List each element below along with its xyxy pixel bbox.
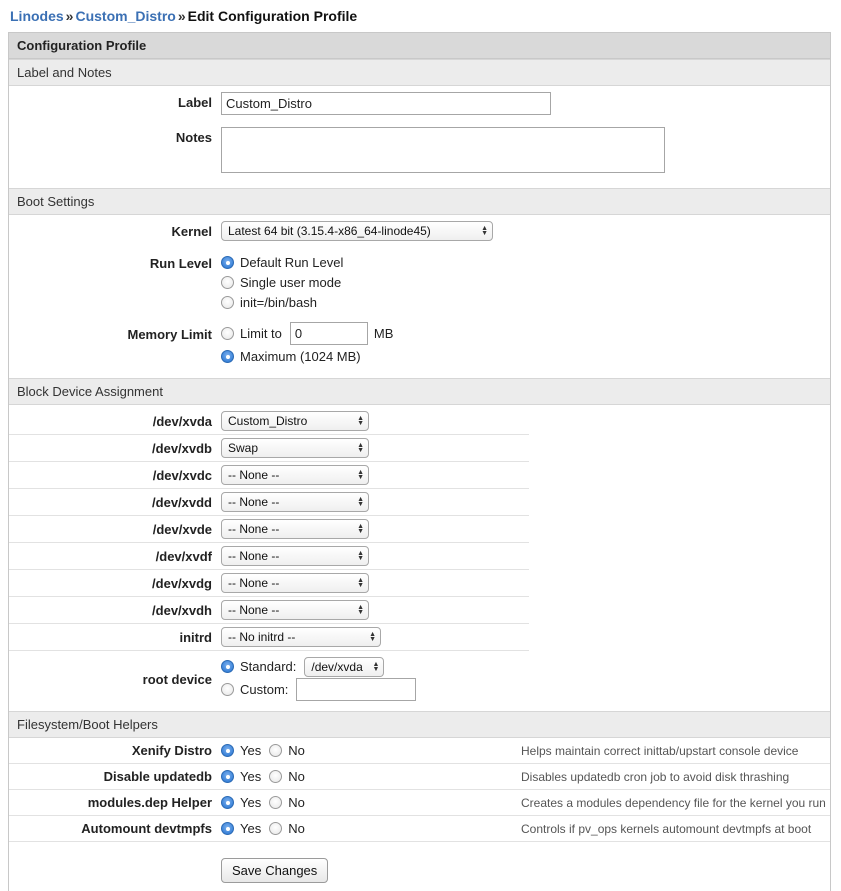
kernel-field-label: Kernel [171, 224, 212, 239]
notes-field-label: Notes [175, 130, 212, 145]
device-label-xvdb: /dev/xvdb [152, 440, 212, 456]
section-block-device-assignment: Block Device Assignment [9, 378, 830, 405]
radio-icon[interactable] [221, 296, 234, 309]
device-select-xvde[interactable] [221, 519, 369, 539]
table-row [9, 462, 529, 489]
radio-icon[interactable] [221, 276, 234, 289]
chevron-updown-icon: ▲ ▼ [372, 660, 380, 673]
device-select-xvda-value: Custom_Distro [228, 414, 308, 428]
helper-yes-label-modules-dep-helper: Yes [240, 795, 262, 810]
device-label-xvde: /dev/xvde [152, 521, 212, 537]
section-filesystem-boot-helpers: Filesystem/Boot Helpers [9, 711, 830, 738]
device-select-xvdf-value: -- None -- [228, 549, 280, 563]
radio-icon[interactable] [221, 660, 234, 673]
radio-icon[interactable] [221, 822, 234, 835]
table-row [9, 489, 529, 516]
helpers-list [9, 738, 830, 842]
chevron-updown-icon: ▲ ▼ [357, 550, 364, 562]
breadcrumb-separator-2: » [177, 8, 186, 24]
root-device-standard-select[interactable] [304, 657, 384, 677]
helper-label-modules-dep-helper: modules.dep Helper [87, 795, 212, 810]
breadcrumb-link-linodes[interactable]: Linodes [10, 8, 64, 24]
device-label-xvdf: /dev/xvdf [155, 548, 212, 564]
table-row [9, 570, 529, 597]
section-label-and-notes: Label and Notes [9, 59, 830, 86]
device-select-xvdd-value: -- None -- [228, 495, 280, 509]
helper-no-label-modules-dep-helper: No [288, 795, 305, 810]
chevron-updown-icon: ▲ ▼ [357, 523, 364, 535]
run-level-option-single-user-label: Single user mode [240, 275, 342, 290]
radio-icon[interactable] [221, 350, 234, 363]
chevron-updown-icon: ▲ ▼ [357, 604, 364, 616]
device-label-xvda: /dev/xvda [152, 413, 212, 429]
row-run-level [9, 247, 830, 318]
helper-description-disable-updatedb: Disables updatedb cron job to avoid disk thrashing [521, 769, 790, 784]
helper-yes-label-disable-updatedb: Yes [240, 769, 262, 784]
device-select-xvdb-value: Swap [228, 441, 259, 455]
radio-icon[interactable] [221, 770, 234, 783]
panel-title: Configuration Profile [9, 33, 830, 59]
helper-row-modules-dep-helper [9, 790, 830, 816]
run-level-option-single-user[interactable] [221, 273, 830, 292]
save-button-wrap [9, 842, 830, 891]
device-select-xvdh[interactable] [221, 600, 369, 620]
breadcrumb [0, 0, 841, 30]
radio-icon[interactable] [269, 796, 282, 809]
root-device-custom-label: Custom: [240, 682, 289, 697]
radio-icon[interactable] [221, 796, 234, 809]
helper-label-automount-devtmpfs: Automount devtmpfs [81, 821, 212, 836]
root-device-standard-label: Standard: [240, 659, 297, 674]
radio-icon[interactable] [221, 256, 234, 269]
helper-description-xenify-distro: Helps maintain correct inittab/upstart console device [521, 743, 799, 758]
initrd-select[interactable] [221, 627, 381, 647]
memory-limit-limit-to-label: Limit to [240, 326, 282, 341]
kernel-select-value: Latest 64 bit (3.15.4-x86_64-linode45) [228, 224, 431, 238]
label-field-label: Label [178, 95, 212, 110]
table-row [9, 435, 529, 462]
helper-yes-label-xenify-distro: Yes [240, 743, 262, 758]
device-select-xvdg-value: -- None -- [228, 576, 280, 590]
row-notes [9, 121, 830, 182]
device-label-xvdd: /dev/xvdd [152, 494, 212, 510]
radio-icon[interactable] [269, 744, 282, 757]
device-select-xvdh-value: -- None -- [228, 603, 280, 617]
memory-limit-unit: MB [373, 326, 394, 341]
run-level-option-init-bash-label: init=/bin/bash [240, 295, 317, 310]
device-select-xvdd[interactable] [221, 492, 369, 512]
initrd-select-value: -- No initrd -- [228, 630, 296, 644]
save-changes-button[interactable]: Save Changes [221, 858, 328, 883]
root-device-standard-value: /dev/xvda [311, 659, 363, 674]
device-select-xvdg[interactable] [221, 573, 369, 593]
helper-label-xenify-distro: Xenify Distro [131, 743, 212, 758]
section-boot-settings: Boot Settings [9, 188, 830, 215]
notes-textarea[interactable] [221, 127, 665, 173]
memory-limit-option-maximum[interactable] [221, 347, 830, 366]
helper-row-disable-updatedb [9, 764, 830, 790]
block-device-list [9, 405, 830, 651]
helper-no-label-disable-updatedb: No [288, 769, 305, 784]
device-select-xvdf[interactable] [221, 546, 369, 566]
device-select-xvdb[interactable] [221, 438, 369, 458]
device-label-xvdc: /dev/xvdc [152, 467, 212, 483]
table-row [9, 408, 529, 435]
helper-row-xenify-distro [9, 738, 830, 764]
helper-no-label-automount-devtmpfs: No [288, 821, 305, 836]
run-level-option-init-bash[interactable] [221, 293, 830, 312]
run-level-option-default-label: Default Run Level [240, 255, 344, 270]
table-row [9, 516, 529, 543]
helper-description-modules-dep-helper: Creates a modules dependency file for the kernel you run [521, 795, 826, 810]
device-select-xvda[interactable] [221, 411, 369, 431]
run-level-field-label: Run Level [149, 256, 212, 271]
helper-yes-label-automount-devtmpfs: Yes [240, 821, 262, 836]
table-row [9, 543, 529, 570]
radio-icon[interactable] [221, 683, 234, 696]
chevron-updown-icon: ▲ ▼ [357, 415, 364, 427]
kernel-select[interactable] [221, 221, 493, 241]
helper-no-label-xenify-distro: No [288, 743, 305, 758]
label-input[interactable] [221, 92, 551, 115]
device-select-xvde-value: -- None -- [228, 522, 280, 536]
device-select-xvdc[interactable] [221, 465, 369, 485]
chevron-updown-icon: ▲ ▼ [481, 225, 488, 237]
device-select-xvdc-value: -- None -- [228, 468, 280, 482]
chevron-updown-icon: ▲ ▼ [357, 442, 364, 454]
breadcrumb-current: Edit Configuration Profile [187, 8, 358, 24]
row-label [9, 86, 830, 121]
memory-limit-option-limit-to[interactable] [221, 324, 830, 343]
chevron-updown-icon: ▲ ▼ [357, 469, 364, 481]
breadcrumb-separator-1: » [65, 8, 74, 24]
row-root-device [9, 651, 830, 705]
memory-limit-input[interactable] [290, 322, 368, 345]
helper-label-disable-updatedb: Disable updatedb [103, 769, 212, 784]
helper-description-automount-devtmpfs: Controls if pv_ops kernels automount devtmpfs at boot [521, 821, 812, 836]
chevron-updown-icon: ▲ ▼ [369, 631, 376, 643]
root-device-option-custom[interactable] [221, 680, 830, 699]
root-device-field-label: root device [142, 672, 212, 687]
radio-icon[interactable] [221, 744, 234, 757]
radio-icon[interactable] [269, 822, 282, 835]
table-row [9, 597, 529, 624]
device-label-xvdg: /dev/xvdg [152, 575, 212, 591]
breadcrumb-link-linode[interactable]: Custom_Distro [75, 8, 176, 24]
initrd-field-label: initrd [179, 629, 212, 645]
root-device-option-standard[interactable] [221, 657, 830, 676]
memory-limit-maximum-label: Maximum (1024 MB) [240, 349, 361, 364]
root-device-custom-input[interactable] [296, 678, 416, 701]
row-memory-limit [9, 318, 830, 372]
row-kernel [9, 215, 830, 247]
table-row-initrd [9, 624, 529, 651]
device-label-xvdh: /dev/xvdh [152, 602, 212, 618]
configuration-profile-panel [8, 32, 831, 891]
memory-limit-field-label: Memory Limit [127, 327, 212, 342]
chevron-updown-icon: ▲ ▼ [357, 496, 364, 508]
chevron-updown-icon: ▲ ▼ [357, 577, 364, 589]
run-level-option-default[interactable] [221, 253, 830, 272]
radio-icon[interactable] [269, 770, 282, 783]
radio-icon[interactable] [221, 327, 234, 340]
helper-row-automount-devtmpfs [9, 816, 830, 842]
